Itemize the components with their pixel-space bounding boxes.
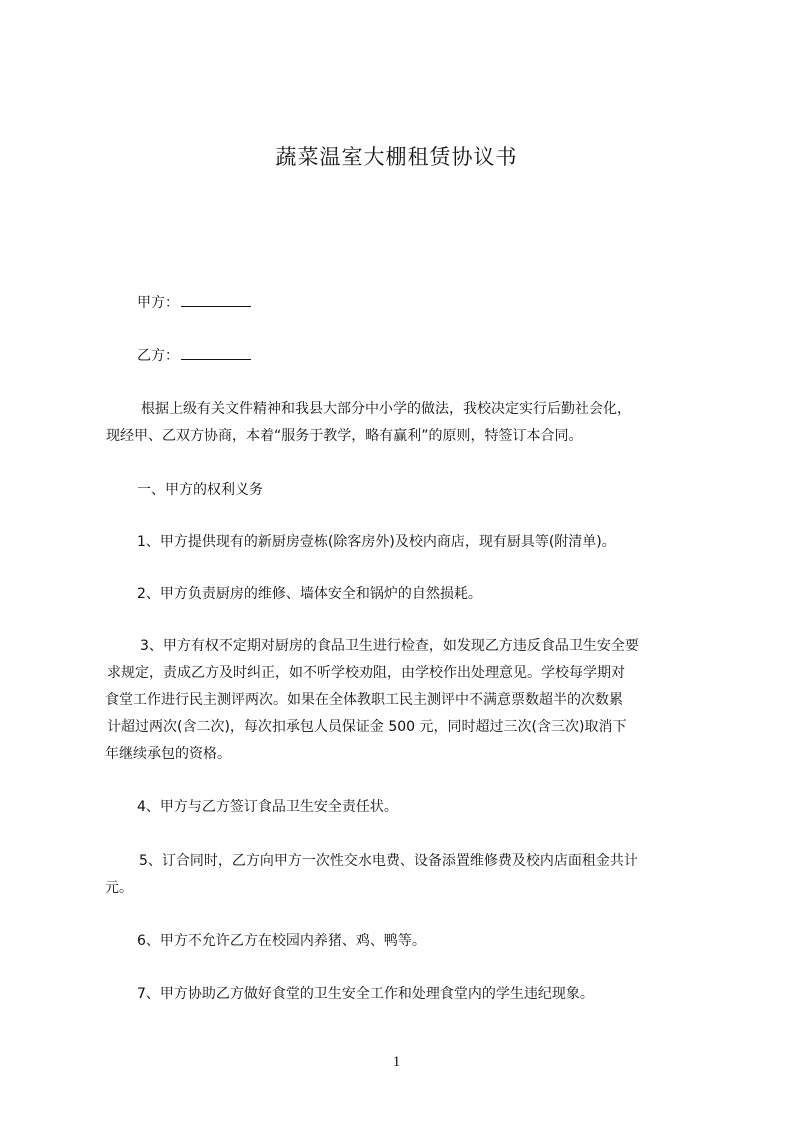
intro-paragraph bbox=[106, 396, 631, 450]
intro-line: 根据上级有关文件精神和我县大部分中小学的做法，我校决定实行后勤社会化， bbox=[141, 401, 631, 417]
clause-2: 2、甲方负责厨房的维修、墙体安全和锅炉的自然损耗。 bbox=[137, 586, 482, 602]
document-title: 蔬菜温室大棚租赁协议书 bbox=[275, 145, 518, 169]
clause-3 bbox=[107, 633, 639, 768]
clause-7: 7、甲方协助乙方做好食堂的卫生安全工作和处理食堂内的学生违纪现象。 bbox=[137, 986, 594, 1002]
clause-3-line: 食堂工作进行民主测评两次。如果在全体教职工民主测评中不满意票数超半的次数累 bbox=[105, 692, 623, 708]
clause-6: 6、甲方不允许乙方在校园内养猪、鸡、鸭等。 bbox=[137, 933, 426, 949]
party-b-line bbox=[137, 345, 251, 366]
clause-3-line: 年继续承包的资格。 bbox=[105, 746, 231, 762]
clause-3-line: 求规定，责成乙方及时纠正，如不听学校劝阻，由学校作出处理意见。学校每学期对 bbox=[107, 665, 625, 681]
section-1-heading: 一、甲方的权利义务 bbox=[137, 482, 263, 498]
clause-5-line: 5、订合同时，乙方向甲方一次性交水电费、设备添置维修费及校内店面租金共计 bbox=[139, 853, 638, 869]
party-a-line bbox=[137, 292, 251, 313]
clause-4: 4、甲方与乙方签订食品卫生安全责任状。 bbox=[137, 799, 398, 815]
party-a-label: 甲方： bbox=[137, 295, 179, 311]
party-b-blank bbox=[181, 345, 251, 360]
party-a-blank bbox=[181, 292, 251, 307]
intro-line: 现经甲、乙双方协商，本着“服务于教学，略有赢利”的原则，特签订本合同。 bbox=[106, 428, 583, 444]
party-b-label: 乙方： bbox=[137, 348, 179, 364]
clause-5 bbox=[105, 848, 638, 902]
clause-5-line: 元。 bbox=[105, 880, 133, 896]
clause-1: 1、甲方提供现有的新厨房壹栋(除客房外)及校内商店，现有厨具等(附清单)。 bbox=[137, 534, 616, 550]
clause-3-line: 计超过两次(含二次)，每次扣承包人员保证金 500 元，同时超过三次(含三次)取消下 bbox=[107, 719, 627, 735]
page-number: 1 bbox=[392, 1054, 401, 1070]
clause-3-line: 3、甲方有权不定期对厨房的食品卫生进行检查，如发现乙方违反食品卫生安全要 bbox=[140, 638, 639, 654]
